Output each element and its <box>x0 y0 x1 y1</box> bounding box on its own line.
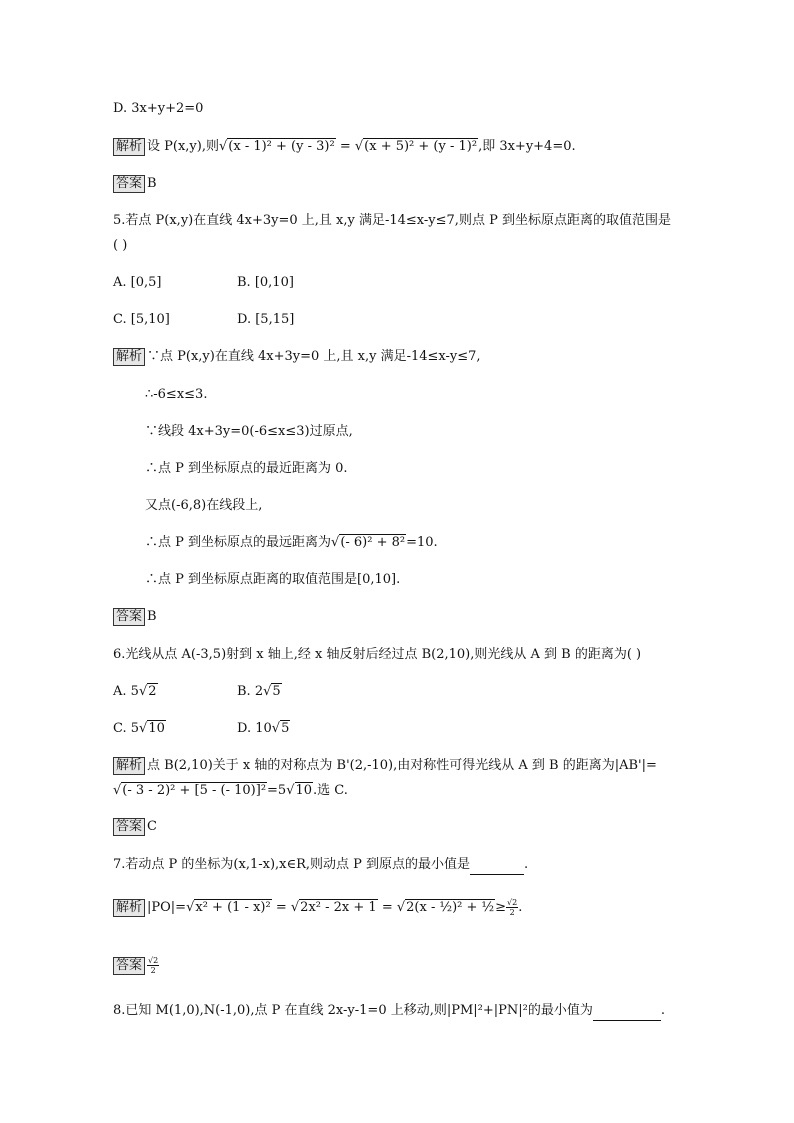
q6-analysis-post: .选 C. <box>313 783 348 798</box>
q7-stem <box>113 856 528 875</box>
q7-period: . <box>518 900 523 915</box>
q8-stem-end: . <box>660 1003 666 1018</box>
q6-option-b-rad: 5 <box>272 684 281 699</box>
q5-analysis-line7: ∴点 P 到坐标原点距离的取值范围是[0,10]. <box>145 572 401 587</box>
q4-option-d: D. 3x+y+2=0 <box>113 101 204 116</box>
q6-option-d-pre: D. 10 <box>237 721 272 736</box>
q6-option-c-sqrt: √10 <box>139 721 165 736</box>
analysis-label: 解析 <box>113 348 145 366</box>
q5-answer-value: B <box>147 609 157 624</box>
q6-option-d-rad: 5 <box>281 721 290 736</box>
answer-label: 答案 <box>113 957 145 975</box>
q7-rad2: 2x² - 2x + 1 <box>300 900 377 915</box>
answer-label: 答案 <box>113 175 145 193</box>
q5-far-pre: ∴点 P 到坐标原点的最远距离为 <box>145 535 332 550</box>
q4-sqrt-right: √(x + 5)² + (y - 1)² <box>354 139 478 154</box>
q4-answer <box>113 175 157 193</box>
q6-option-b <box>237 683 282 701</box>
q5-option-d: D. [5,15] <box>237 312 295 327</box>
q6-analysis-mid: =5 <box>267 783 287 798</box>
q6-stem: 6.光线从点 A(-3,5)射到 x 轴上,经 x 轴反射后经过点 B(2,10),则光线从 A 到 B 的距离为( ) <box>113 647 642 662</box>
q5-far-rad: (- 6)² + 8² <box>340 535 406 550</box>
q8-answer-blank <box>593 1002 661 1021</box>
q7-answer-den: 2 <box>150 966 156 975</box>
q4-eq-right: (x + 5)² + (y - 1)² <box>364 139 478 154</box>
q5-option-b: B. [0,10] <box>237 275 294 290</box>
q6-analysis-sqrt2: √10 <box>286 783 313 798</box>
q7-answer-num: √2 <box>148 956 159 965</box>
q5-answer <box>113 608 157 626</box>
q5-far-post: =10. <box>406 535 438 550</box>
q8-stem <box>113 1002 665 1021</box>
q8-stem-text: 8.已知 M(1,0),N(-1,0),点 P 在直线 2x-y-1=0 上移动,则|PM|²+|PN|²的最小值为 <box>113 1003 593 1018</box>
q7-rad1: x² + (1 - x)² <box>195 900 271 915</box>
q4-analysis: 解析 设 P(x,y),则√(x - 1)² + (y - 3)² = √(x + 5)² + (y - 1)²,即 3x+y+4=0. <box>113 138 576 156</box>
q6-answer <box>113 818 157 836</box>
q5-analysis-line4: ∴点 P 到坐标原点的最近距离为 0. <box>145 461 348 476</box>
q7-sqrt3: √2(x - ½)² + ½ <box>396 900 495 915</box>
q5-analysis-line3: ∵线段 4x+3y=0(-6≤x≤3)过原点, <box>145 424 353 439</box>
q7-eq2: = <box>377 900 397 915</box>
analysis-label: 解析 <box>113 138 145 156</box>
q5-analysis-line5: 又点(-6,8)在线段上, <box>145 498 263 513</box>
answer-label: 答案 <box>113 818 145 836</box>
q5-stem-line1: 5.若点 P(x,y)在直线 4x+3y=0 上,且 x,y 满足-14≤x-y≤7,则点 P 到坐标原点距离的取值范围是 <box>113 213 671 228</box>
q5-analysis-line2: ∴-6≤x≤3. <box>145 387 208 402</box>
q6-option-a-rad: 2 <box>148 684 157 699</box>
analysis-label: 解析 <box>113 899 145 917</box>
q4-analysis-post: ,即 3x+y+4=0. <box>478 139 576 154</box>
analysis-label: 解析 <box>113 757 145 775</box>
q4-sqrt-left: √(x - 1)² + (y - 3)² <box>218 139 335 154</box>
q5-analysis-text1: ∵点 P(x,y)在直线 4x+3y=0 上,且 x,y 满足-14≤x-y≤7, <box>147 349 481 364</box>
q6-option-a-sqrt: √2 <box>138 684 157 699</box>
q5-far-sqrt: √(- 6)² + 8² <box>331 535 406 550</box>
q6-analysis-rad2: 10 <box>295 783 313 798</box>
q7-answer-fraction <box>147 956 159 975</box>
q6-option-c-pre: C. 5 <box>113 721 140 736</box>
answer-label: 答案 <box>113 608 145 626</box>
q5-analysis-line6 <box>145 534 438 552</box>
q6-analysis-text1: 点 B(2,10)关于 x 轴的对称点为 B'(2,-10),由对称性可得光线从 A 到 B 的距离为|AB'|= <box>147 758 657 773</box>
q6-answer-value: C <box>147 819 157 834</box>
q6-option-d <box>237 720 290 738</box>
q7-stem-text: 7.若动点 P 的坐标为(x,1-x),x∈R,则动点 P 到原点的最小值是 <box>113 857 471 872</box>
q4-answer-value: B <box>147 176 157 191</box>
q6-option-a <box>113 683 158 701</box>
q6-option-c-rad: 10 <box>148 721 165 736</box>
q7-rad3: 2(x - ½)² + ½ <box>406 900 495 915</box>
q7-analysis <box>113 898 522 917</box>
q6-option-c <box>113 720 166 738</box>
q6-analysis-line1 <box>113 757 657 775</box>
q7-frac-num: √2 <box>507 898 518 907</box>
q4-eq-left: (x - 1)² + (y - 3)² <box>228 139 335 154</box>
q5-option-c: C. [5,10] <box>113 312 170 327</box>
q7-stem-end: . <box>524 857 529 872</box>
q6-analysis-rad1: (- 3 - 2)² + [5 - (- 10)]² <box>122 783 267 798</box>
q7-frac-den: 2 <box>509 908 515 917</box>
q5-stem-line2: ( ) <box>113 238 128 253</box>
q7-sqrt1: √x² + (1 - x)² <box>186 900 271 915</box>
q7-fraction <box>506 898 518 917</box>
q7-answer <box>113 956 159 975</box>
q6-option-b-sqrt: √5 <box>263 684 281 699</box>
q7-eq1: = <box>271 900 291 915</box>
q7-sqrt2: √2x² - 2x + 1 <box>290 900 377 915</box>
q7-answer-blank <box>470 856 524 875</box>
q6-analysis-sqrt1: √(- 3 - 2)² + [5 - (- 10)]² <box>113 783 267 798</box>
q6-option-d-sqrt: √5 <box>271 721 290 736</box>
q6-option-a-pre: A. 5 <box>113 684 139 699</box>
q6-analysis-line2 <box>113 782 348 800</box>
q5-option-a: A. [0,5] <box>113 275 162 290</box>
q5-analysis-line1 <box>113 348 481 366</box>
q4-analysis-pre: 设 P(x,y),则 <box>147 139 219 154</box>
q6-option-b-pre: B. 2 <box>237 684 264 699</box>
q7-geq: ≥ <box>495 900 507 915</box>
q7-analysis-pre: |PO|= <box>147 900 187 915</box>
